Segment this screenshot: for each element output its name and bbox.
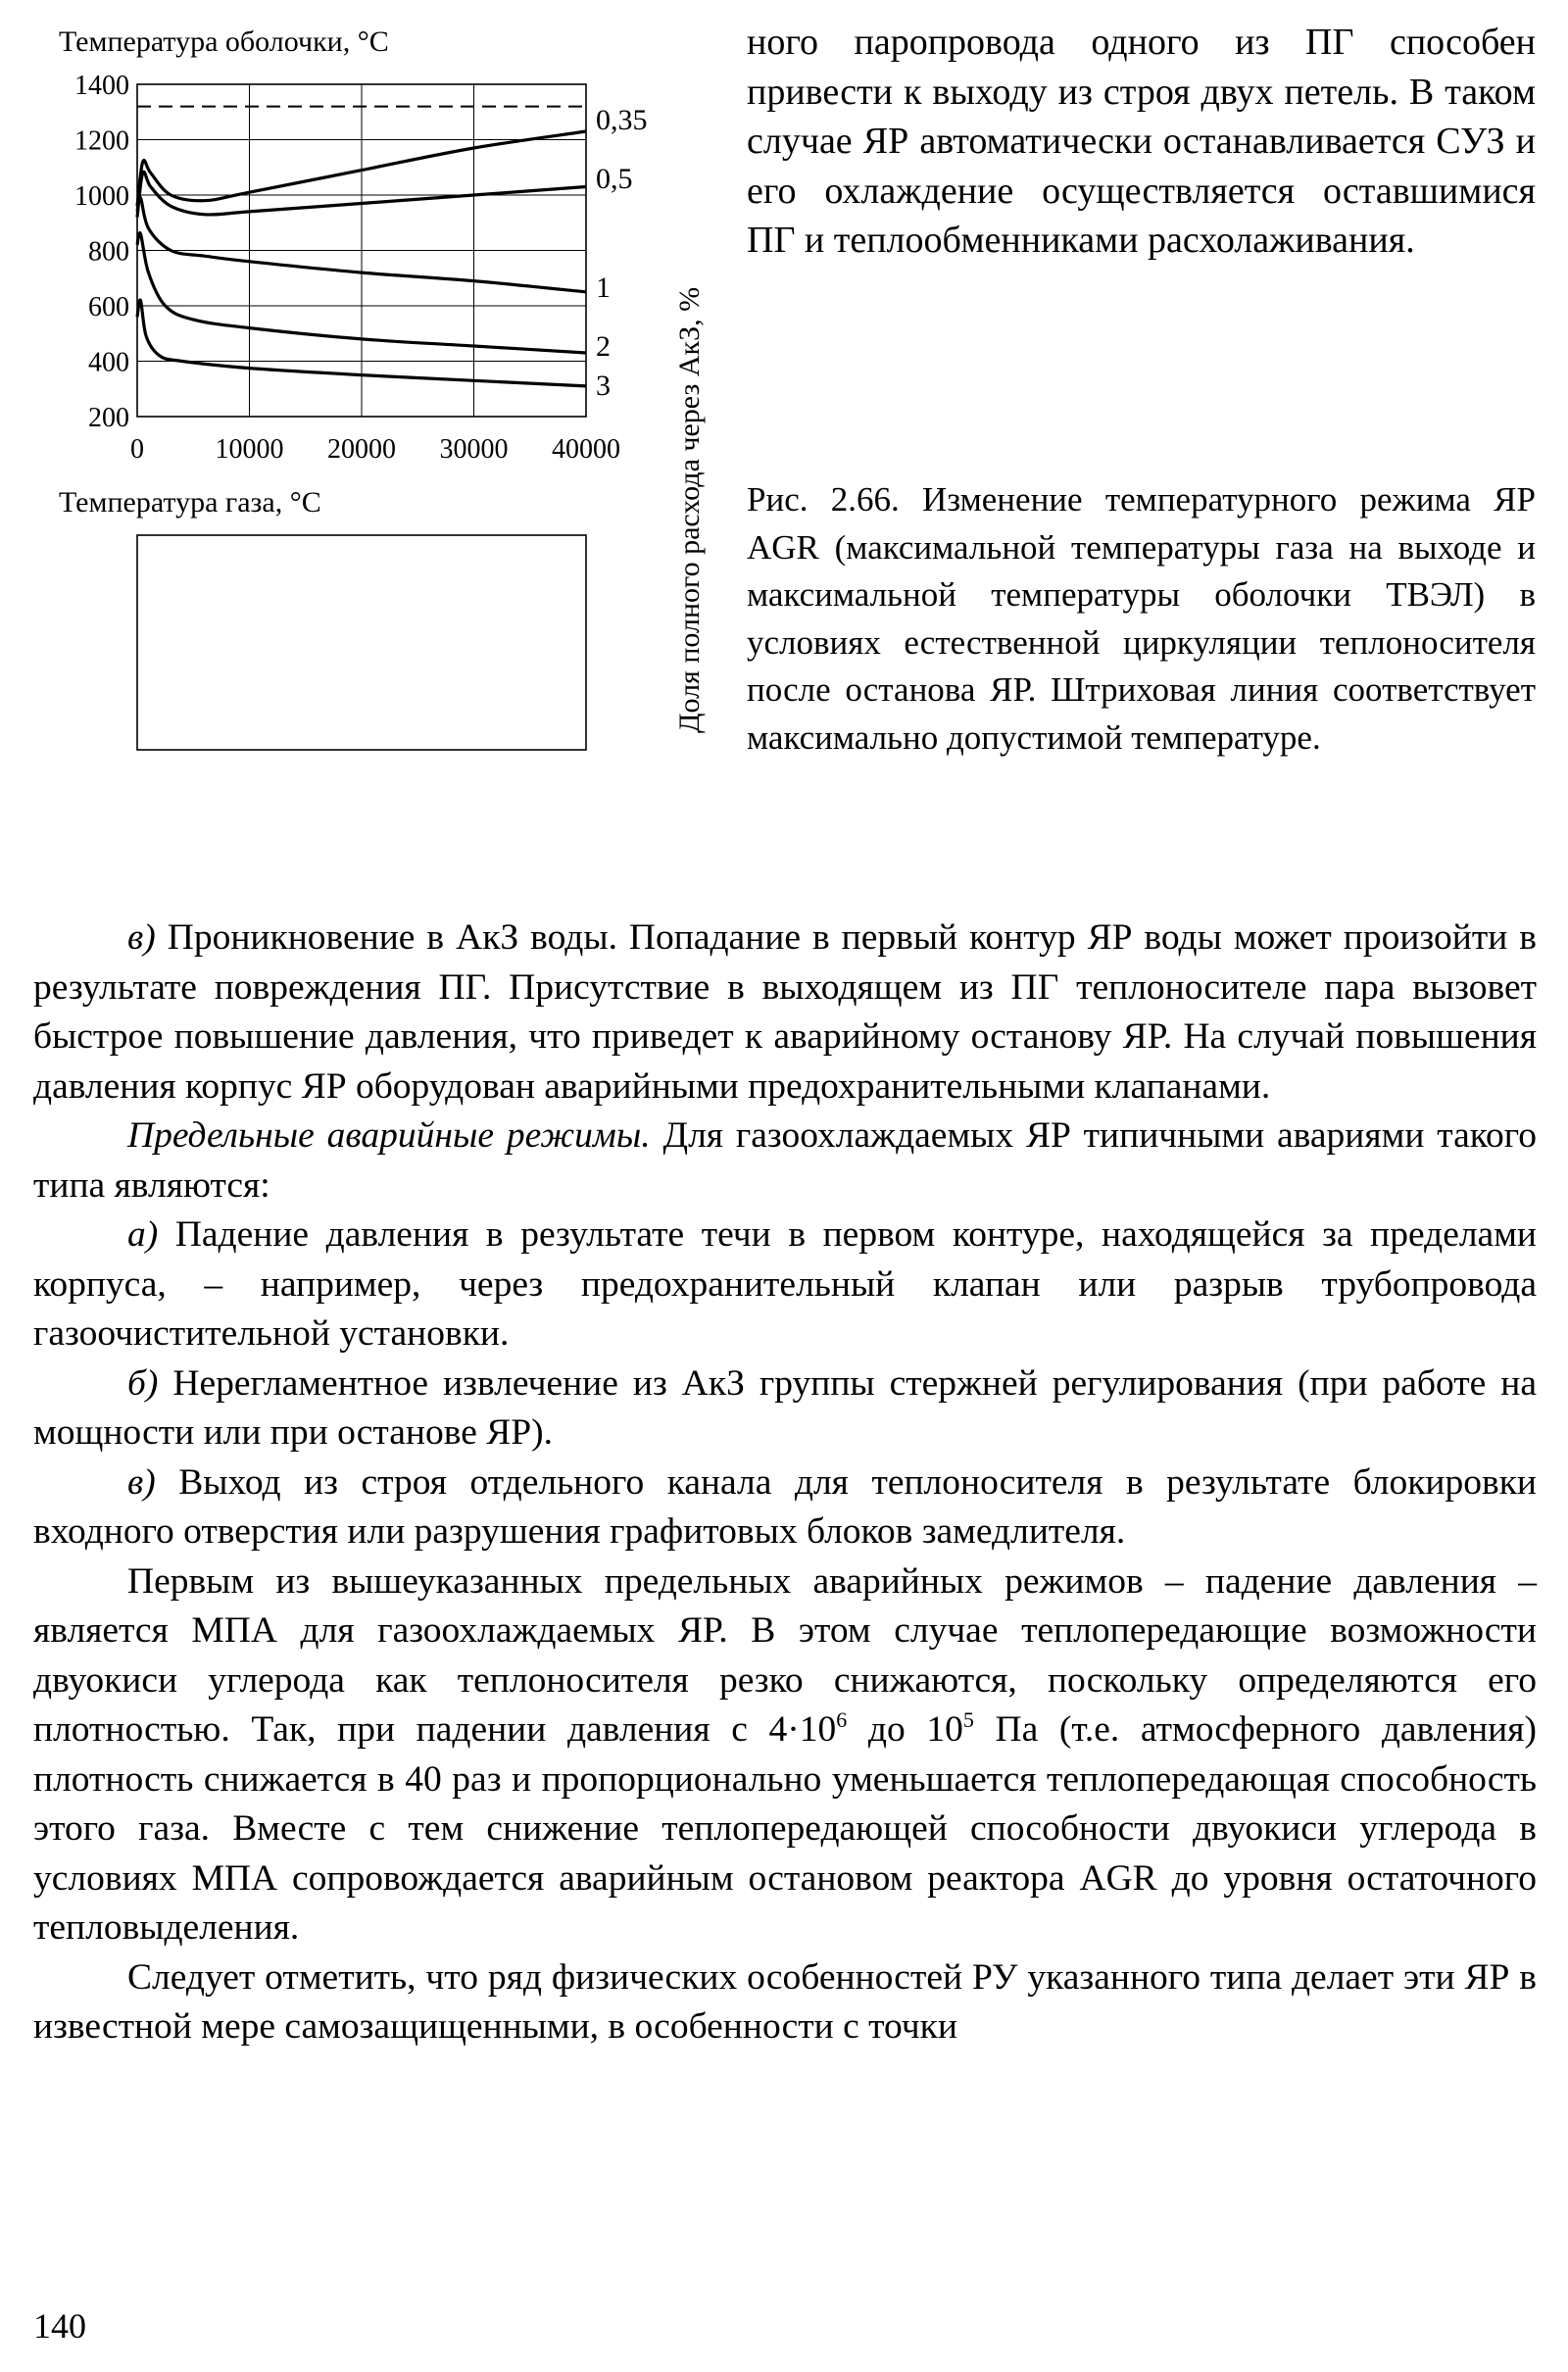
- top-chart: [74, 71, 648, 465]
- x-tick-label: 40000: [552, 434, 620, 465]
- exponent: 5: [962, 1707, 974, 1732]
- vertical-axis-label: Доля полного расхода через АкЗ, %: [673, 286, 706, 733]
- figure-caption-text: Рис. 2.66. Изменение температурного режима ЯР AGR (максимальной температуры газа на выходе и максимальной температуры оболочки ТВЭЛ) в условиях естественной циркуляции теплоносителя после останова ЯР. Штриховая линия соответствует максимально допустимой температуре.: [747, 480, 1536, 757]
- side-paragraph: [747, 18, 1536, 266]
- paragraph-text: Падение давления в результате течи в первом контуре, находящейся за пределами корпуса, – например, через предохранительный клапан или разрыв трубопровода газоочистительной установки.: [33, 1214, 1537, 1354]
- paragraph-text: Для газоохлаждаемых ЯР типичными авариями такого типа являются:: [33, 1115, 1537, 1206]
- figure-caption: [747, 476, 1536, 762]
- italic-heading: Предельные аварийные режимы.: [127, 1115, 651, 1156]
- x-tick-label: 30000: [439, 434, 509, 465]
- side-paragraph-text: ного паропровода одного из ПГ способен привести к выходу из строя двух петель. В таком случае ЯР автоматически останавливается СУЗ и его охлаждение осуществляется оставшимися ПГ и теплообменниками расхолаживания.: [747, 22, 1536, 261]
- paragraph-item-a: [33, 1211, 1537, 1359]
- y-tick-label: 400: [88, 347, 129, 378]
- figure-2-66: [37, 20, 723, 863]
- bottom-chart: [137, 535, 586, 750]
- y-tick-label: 1400: [74, 71, 129, 101]
- y-tick-label: 1200: [74, 125, 129, 157]
- paragraph-text: Па (т.е. атмосферного давления) плотность снижается в 40 раз и пропорционально уменьшается теплопередающая способность этого газа. Вместе с тем снижение теплопередающей способности двуокиси углерода в условиях МПА сопровождается аварийным остановом реактора AGR до уровня остаточного тепловыделения.: [33, 1709, 1537, 1948]
- y-tick-label: 800: [88, 236, 129, 268]
- paragraph-water-ingress: [33, 914, 1537, 1112]
- bottom-chart-title: Температура газа, °С: [59, 486, 321, 519]
- paragraph-text: Первым из вышеуказанных предельных аварийных режимов – падение давления – является МПА для газоохлаждаемых ЯР. В этом случае теплопередающие возможности двуокиси углерода как теплоносителя резко снижаются, поскольку определяются его плотностью. Так, при падении давления с 4·10: [33, 1560, 1537, 1750]
- list-marker: а): [127, 1214, 159, 1255]
- x-tick-label: 0: [130, 434, 144, 465]
- paragraph-self-protection: [33, 1953, 1537, 2052]
- list-marker: в): [127, 1461, 156, 1503]
- paragraph-item-c: [33, 1458, 1537, 1557]
- page-number: 140: [33, 2306, 86, 2346]
- figure-svg: [37, 20, 723, 863]
- paragraph-text: Выход из строя отдельного канала для теплоносителя в результате блокировки входного отверстия или разрушения графитовых блоков замедлителя.: [33, 1461, 1537, 1552]
- x-tick-label: 20000: [327, 434, 396, 465]
- curve-label: 0,35: [596, 104, 648, 136]
- top-chart-title: Температура оболочки, °С: [59, 25, 389, 58]
- y-tick-label: 600: [88, 292, 129, 322]
- body-text: [33, 914, 1537, 2052]
- y-tick-label: 1000: [74, 181, 129, 212]
- curve-label: 1: [596, 272, 611, 304]
- paragraph-text: Следует отметить, что ряд физических особенностей РУ указанного типа делает эти ЯР в известной мере самозащищенными, в особенности с точки: [33, 1956, 1537, 2047]
- paragraph-text: Проникновение в АкЗ воды. Попадание в первый контур ЯР воды может произойти в результате повреждения ПГ. Присутствие в выходящем из ПГ теплоносителе пара вызовет быстрое повышение давления, что приведет к аварийному останову ЯР. На случай повышения давления корпус ЯР оборудован аварийными предохранительными клапанами.: [33, 917, 1537, 1107]
- list-marker: в): [127, 917, 156, 958]
- plot-frame: [137, 535, 586, 750]
- curve-label: 3: [596, 370, 611, 402]
- paragraph-pressure-drop: [33, 1557, 1537, 1953]
- paragraph-text: Нерегламентное извлечение из АкЗ группы стержней регулирования (при работе на мощности или при останове ЯР).: [33, 1362, 1537, 1453]
- paragraph-limit-modes: [33, 1112, 1537, 1211]
- paragraph-item-b: [33, 1359, 1537, 1458]
- list-marker: б): [127, 1362, 159, 1404]
- y-tick-label: 200: [88, 403, 129, 433]
- paragraph-text: до 10: [847, 1709, 963, 1750]
- curve-label: 0,5: [596, 163, 633, 195]
- curve-label: 2: [596, 330, 611, 363]
- x-tick-label: 10000: [215, 434, 284, 465]
- exponent: 6: [836, 1707, 848, 1732]
